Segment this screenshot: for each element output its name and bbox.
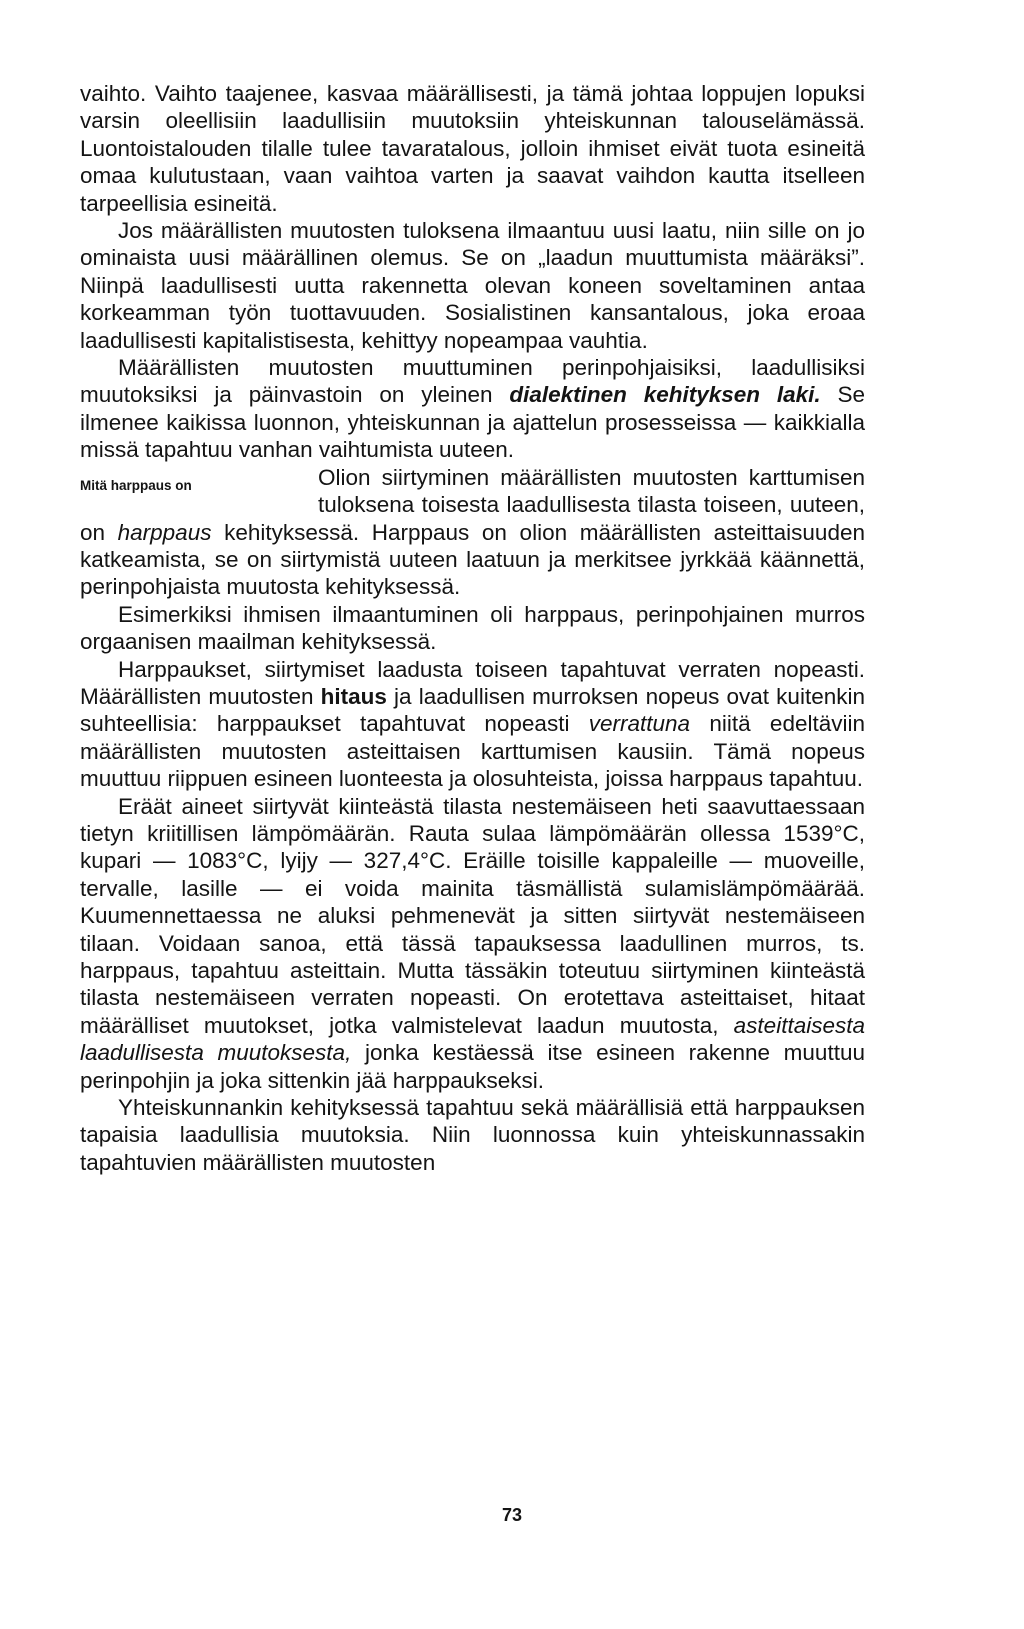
paragraph: Yhteiskunnankin kehityksessä tapahtuu sekä määrällisiä että harppauksen tapaisia laadullisia muutoksia. Niin luonnossa kuin yhteiskunnassakin tapahtuvien määrällisten muutosten <box>80 1095 865 1175</box>
text-run: Eräät aineet siirtyvät kiinteästä tilasta nestemäiseen heti saavuttaessaan tietyn kriitillisen lämpömäärän. Rauta sulaa lämpömäärän ollessa 1539°C, kupari — 1083°C, lyijy — 327,4°C. Eräille toisille kappaleille — muoveille, tervalle, lasille — ei voida mainita täsmällistä sulamislämpömäärää. Kuumennettaessa ne aluksi pehmenevät ja sitten siirtyvät nestemäiseen tilaan. Voidaan sanoa, että tässä tapauksessa laadullinen murros, ts. harppaus, tapahtuu asteittain. Mutta tässäkin toteutuu siirtyminen kiinteästä tilasta nestemäiseen verraten nopeasti. On erotettava asteittaiset, hitaat määrälliset muutokset, jotka valmistelevat laadun muutosta, <box>80 793 865 1038</box>
paragraph: vaihto. Vaihto taajenee, kasvaa määrällisesti, ja tämä johtaa loppujen lopuksi varsin oleellisiin laadullisiin muutoksiin yhteiskunnan talouselämässä. Luontoistalouden tilalle tulee tavaratalous, jolloin ihmiset eivät tuota esineitä omaa kulutustaan, vaan vaihtoa varten ja saavat vaihdon kautta itselleen tarpeellisia esineitä. <box>80 81 865 216</box>
emphasis: dialektinen kehityksen laki. <box>509 382 821 408</box>
page-number: 73 <box>501 1505 523 1525</box>
side-heading: Mitä harppaus on <box>80 477 192 493</box>
emphasis: harppaus <box>117 519 212 545</box>
text-run: ja laadullisen murroksen nopeus ovat kuitenkin suhteellisia: harppaukset tapahtuvat nopeasti <box>80 683 865 737</box>
text-run: Olion siirtyminen määrällisten muutosten karttumisen tuloksena toisesta laadullisesta tilasta toiseen, uuteen, on <box>80 464 865 545</box>
text-run: Harppaukset, siirtymiset laadusta toiseen tapahtuvat verraten nopeasti. Määrällisten muutosten <box>80 656 865 709</box>
text-run: niitä edeltäviin määrällisten muutosten asteittaisen karttumisen kausiin. Tämä nopeus muuttuu riippuen esineen luonteesta ja olosuhteista, joissa harppaus tapahtuu. <box>80 711 865 792</box>
text-run: jonka kestäessä itse esineen rakenne muuttuu perinpohjin ja joka sittenkin jää harppaukseksi. <box>80 1040 865 1093</box>
paragraph <box>80 354 865 464</box>
paragraph <box>80 793 865 1094</box>
text-run: kehityksessä. Harppaus on olion määrällisten asteittaisuuden katkeamista, se on siirtymistä uuteen laatuun ja merkitsee jyrkkää käännettä, perinpohjaista muutosta kehityksessä. <box>80 519 865 600</box>
strong-text: hitaus <box>320 683 387 709</box>
paragraph <box>80 656 865 793</box>
section-harppaus <box>80 464 865 601</box>
paragraph: Esimerkiksi ihmisen ilmaantuminen oli harppaus, perinpohjainen murros orgaanisen maailman kehityksessä. <box>80 601 865 655</box>
paragraph: Jos määrällisten muutosten tuloksena ilmaantuu uusi laatu, niin sille on jo ominaista uusi määrällinen olemus. Se on „laadun muuttumista määräksi”. Niinpä laadullisesti uutta rakennetta olevan koneen soveltaminen antaa korkeamman työn tuottavuuden. Sosialistinen kansantalous, joka eroaa laadullisesti kapitalistisesta, kehittyy nopeampaa vauhtia. <box>80 218 865 353</box>
emphasis: asteittaisesta laadullisesta muutoksesta, <box>80 1012 865 1066</box>
text-run: Se ilmenee kaikissa luonnon, yhteiskunnan ja ajattelun prosesseissa — kaikkialla missä tapahtuu vanhan vaihtumista uuteen. <box>80 382 865 463</box>
document-body <box>80 80 865 1176</box>
emphasis: verrattuna <box>588 711 691 737</box>
text-run: Määrällisten muutosten muuttuminen perinpohjaisiksi, laadullisiksi muutoksiksi ja päinvastoin on yleinen <box>80 355 865 408</box>
